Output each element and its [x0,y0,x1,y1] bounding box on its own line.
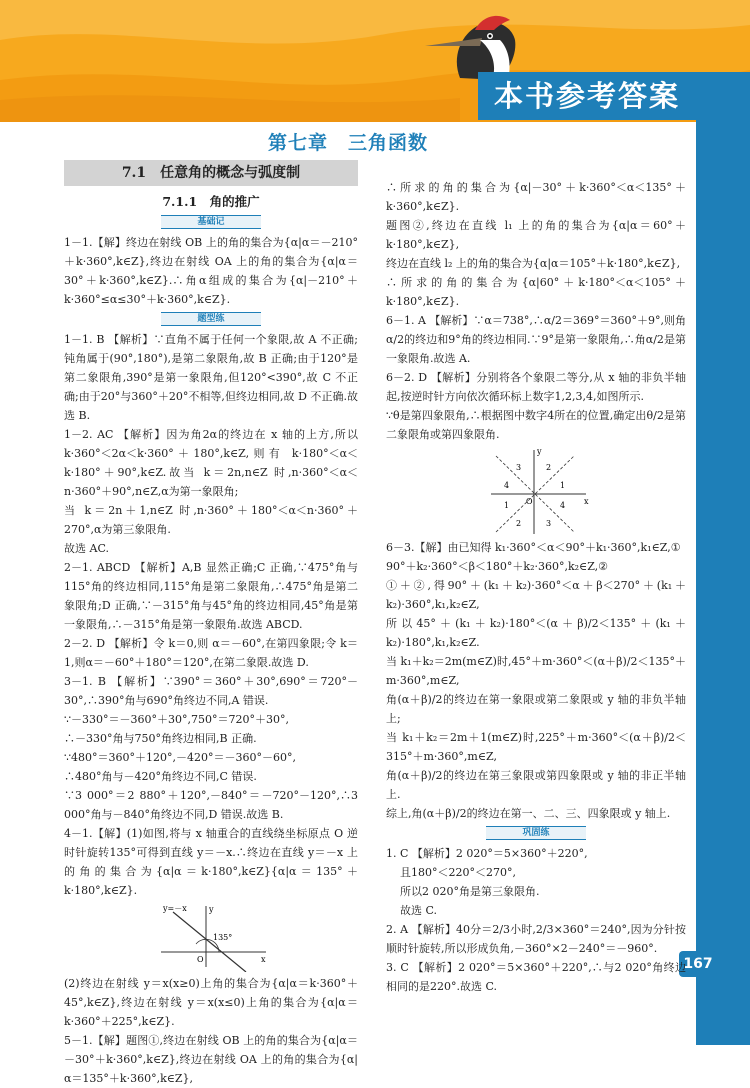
answer-item: 6－1. A 【解析】∵α＝738°,∴α/2＝369°＝360°＋9°,则角α/2的终边和9°角的终边相同.∵9°是第一象限角,∴角α/2是第一象限角.故选 A. [386,314,686,365]
answer-item: ∴所求的角的集合为{α|60°＋k·180°＜α＜105°＋k·180°,k∈Z}. [386,276,686,308]
answer-item: ∴所求的角的集合为{α|－30°＋k·360°＜α＜135°＋k·360°,k∈Z}. [386,181,686,213]
answer-item: ∴－330°角与750°角终边相同,B 正确. [64,732,257,745]
answer-item: 1－1. B 【解析】∵直角不属于任何一个象限,故 A 不正确;钝角属于(90°,180°),是第二象限角,故 B 正确;由于120°是第二象限角,390°是第一象限角,但120°<390°,故 C 不正确;由于20°与360°＋20°不相等,但终边相同,故 D 不正确.故选 B. [64,333,358,422]
answer-item: 6－3.【解】由已知得 k₁·360°＜α＜90°＋k₁·360°,k₁∈Z,① [386,541,681,554]
answer-item: 4－1.【解】(1)如图,将与 x 轴重合的直线绕坐标原点 O 逆时针旋转135°可得到直线 y＝－x.∴终边在直线 y＝－x 上的角的集合为{α|α＝k·180°,k∈Z}{α|α＝135°＋k·180°,k∈Z}. [64,827,358,897]
fig2-label: 2 [516,519,522,528]
fig1-label: y [209,905,214,914]
fig2-label: 4 [504,481,510,490]
answer-item: 1. C 【解析】2 020°＝5×360°＋220°, [386,847,588,860]
answer-item: 题图②,终边在直线 l₁ 上的角的集合为{α|α＝60°＋k·180°,k∈Z}, [386,219,686,251]
figure-line-135 [151,902,271,972]
answer-item: ∴480°角与－420°角终边不同,C 错误. [64,770,257,783]
fig2-label: 3 [516,463,522,472]
answer-item: 故选 AC. [64,542,109,555]
tag-consolidate: 巩固练 [486,826,586,840]
answer-item: 当 k₁＋k₂＝2m(m∈Z)时,45°＋m·360°＜(α＋β)/2＜135°＋m·360°,m∈Z, [386,655,686,687]
answer-item: 所以45°＋(k₁＋k₂)·180°＜(α＋β)/2＜135°＋(k₁＋k₂)·180°,k₁,k₂∈Z. [386,617,686,649]
fig1-label: O [197,955,204,964]
answer-item: 综上,角(α＋β)/2的终边在第一、二、三、四象限或 y 轴上. [386,807,671,820]
fig2-label: x [584,497,589,506]
answer-item: (2)终边在射线 y＝x(x≥0)上角的集合为{α|α＝k·360°＋45°,k∈Z},终边在射线 y＝x(x≤0)上角的集合为{α|α＝k·360°＋225°,k∈Z}. [64,977,358,1028]
section-title: 7.1 任意角的概念与弧度制 [64,160,358,186]
fig2-label: 1 [560,481,566,490]
answer-item: 角(α＋β)/2的终边在第一象限或第二象限或 y 轴的非负半轴上; [386,693,686,725]
answer-item: ∵3 000°＝2 880°＋120°,－840°＝－720°－120°,∴3 000°角与－840°角终边不同,D 错误.故选 B. [64,789,358,821]
fig2-label: O [526,497,533,506]
answer-item: 当 k₁＋k₂＝2m＋1(m∈Z)时,225°＋m·360°＜(α＋β)/2＜315°＋m·360°,m∈Z, [386,731,686,763]
answer-item: 2－1. ABCD 【解析】A,B 显然正确;C 正确,∵475°角与115°角的终边相同,115°角是第二象限角,∴475°角是第二象限角;D 正确,∵－315°角与45°角的终边相同,45°角是第一象限角,∴－315°角是第一象限角.故选 ABCD. [64,561,358,631]
subsection-title: 7.1.1 角的推广 [162,194,260,209]
fig1-label: 135° [213,933,233,942]
side-tab [696,120,750,1045]
answer-item: 终边在直线 l₂ 上的角的集合为{α|α＝105°＋k·180°,k∈Z}, [386,257,681,270]
answer-item: 90°＋k₂·360°＜β＜180°＋k₂·360°,k₂∈Z,② [386,560,609,573]
tag-practice: 题型练 [161,312,261,326]
figure-quadrant-halves [476,446,596,536]
answer-item: 且180°＜220°＜270°, [400,866,516,879]
page-header [0,0,750,122]
right-column [386,178,686,996]
answer-item: 故选 C. [400,904,438,917]
answer-item: 3－1. B 【解析】∵390°＝360°＋30°,690°＝720°－30°,∴390°角与690°角终边不同,A 错误. [64,675,358,707]
answer-item: 2－2. D 【解析】令 k＝0,则 α＝－60°,在第四象限;令 k＝1,则α＝－60°＋180°＝120°,在第二象限.故选 D. [64,637,358,669]
answer-item: 1－2. AC 【解析】因为角2α的终边在 x 轴的上方,所以 k·360°＜2α＜k·360°＋180°,k∈Z,则有 k·180°＜α＜k·180°＋90°,k∈Z.故当 k＝2n,n∈Z 时,n·360°＜α＜n·360°＋90°,n∈Z,α为第一象限角; [64,428,358,498]
answer-item: ∵θ是第四象限角,∴根据图中数字4所在的位置,确定出θ/2是第二象限角或第四象限角. [386,409,686,441]
answer-item: 1－1.【解】终边在射线 OB 上的角的集合为{α|α＝－210°＋k·360°,k∈Z},终边在射线 OA 上的角的集合为{α|α＝30°＋k·360°,k∈Z}.∴角α组成的集合为{α|－210°＋k·360°≤α≤30°＋k·360°,k∈Z}. [64,236,358,306]
left-column [64,160,358,1088]
fig2-label: y [537,447,542,456]
answer-item: 3. C 【解析】2 020°＝5×360°＋220°,∴与2 020°角终边相同的是220°.故选 C. [386,961,686,993]
answer-item: ①＋②,得90°＋(k₁＋k₂)·360°＜α＋β＜270°＋(k₁＋k₂)·360°,k₁,k₂∈Z, [386,579,686,611]
fig1-label: x [261,955,266,964]
fig2-label: 4 [560,501,566,510]
answer-item: 2. A 【解析】40分＝2/3小时,2/3×360°＝240°,因为分针按顺时针旋转,所以形成负角,－360°×2－240°＝－960°. [386,923,686,955]
chapter-title: 第七章 三角函数 [267,132,428,154]
fig2-label: 3 [546,519,552,528]
fig1-label: y=－x [163,904,187,913]
answer-item: 6－2. D 【解析】分别将各个象限二等分,从 x 轴的非负半轴起,按逆时针方向依次循环标上数字1,2,3,4,如图所示. [386,371,686,403]
answer-item: 角(α＋β)/2的终边在第三象限或第四象限或 y 轴的非正半轴上. [386,769,686,801]
tag-basics: 基础记 [161,215,261,229]
page-number: 167 [679,951,717,977]
header-title: 本书参考答案 [478,72,750,120]
answer-item: 5－1.【解】题图①,终边在射线 OB 上的角的集合为{α|α＝－30°＋k·360°,k∈Z},终边在射线 OA 上的角的集合为{α|α＝135°＋k·360°,k∈Z}, [64,1034,358,1085]
answer-item: 当 k＝2n＋1,n∈Z 时,n·360°＋180°＜α＜n·360°＋270°,α为第三象限角. [64,504,358,536]
fig2-label: 1 [504,501,510,510]
fig2-label: 2 [546,463,552,472]
answer-item: ∵－330°＝－360°＋30°,750°＝720°＋30°, [64,713,289,726]
answer-item: 所以2 020°角是第三象限角. [400,885,540,898]
answer-item: ∵480°＝360°＋120°,－420°＝－360°－60°, [64,751,296,764]
